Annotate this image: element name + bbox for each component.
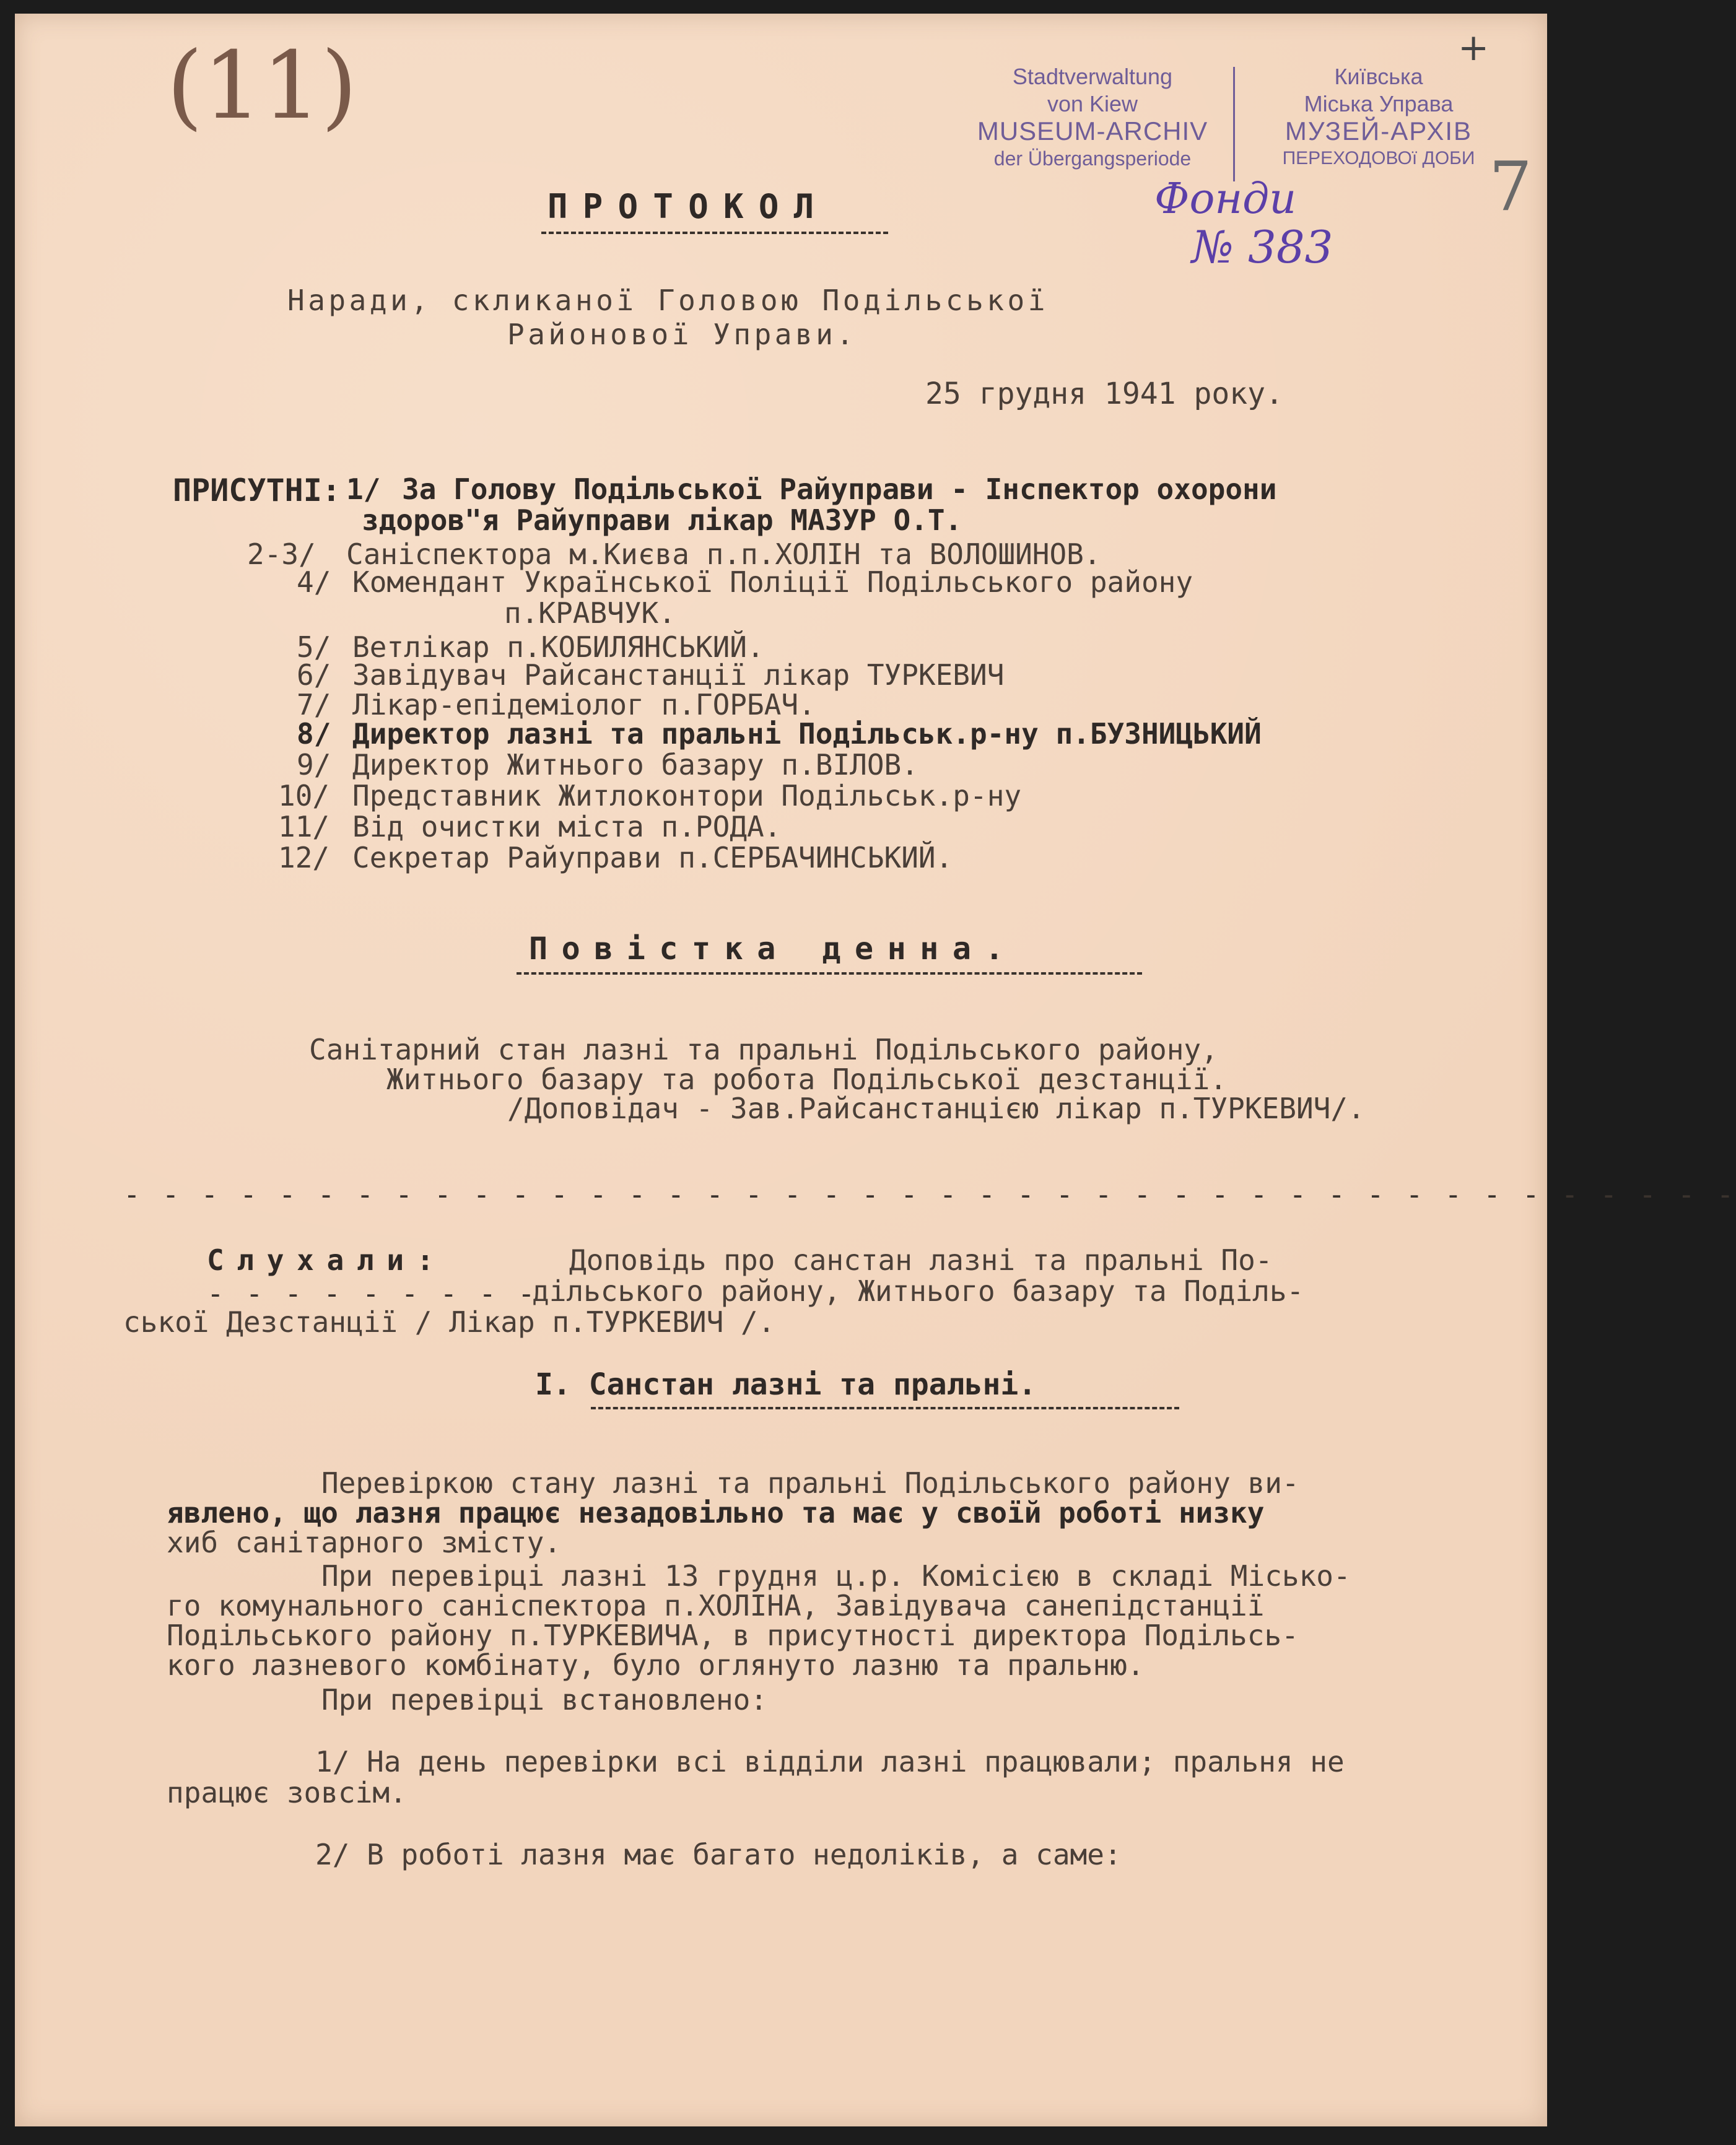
title-underline <box>541 232 888 234</box>
heard-line: ської Дезстанції / Лікар п.ТУРКЕВИЧ /. <box>123 1305 775 1339</box>
archive-stamp <box>956 63 1514 187</box>
present-text: Представник Житлоконтори Подільськ.р-ну <box>352 779 1022 812</box>
present-text: Директор лазні та пральні Подільськ.р-ну п.БУЗНИЦЬКИЙ <box>352 717 1262 751</box>
present-text: Комендант Української Поліції Подільського району <box>352 565 1193 599</box>
heard-line: Доповідь про санстан лазні та пральні По- <box>569 1243 1273 1277</box>
body-line: Подільського району п.ТУРКЕВИЧА, в присутності директора Подільсь- <box>167 1619 1299 1652</box>
body-line: 1/ На день перевірки всі відділи лазні працювали; пральня не <box>315 1745 1345 1778</box>
present-num: 6/ <box>297 658 331 692</box>
document-page <box>15 14 1736 2126</box>
document-title: ПРОТОКОЛ <box>547 187 829 226</box>
subtitle-line-2: Районової Управи. <box>507 318 857 351</box>
heard-label: Слухали: <box>207 1243 447 1277</box>
present-text: Директор Житнього базару п.ВІЛОВ. <box>352 748 918 781</box>
fond-number: № 383 <box>1192 221 1333 273</box>
present-text: Лікар-епідеміолог п.ГОРБАЧ. <box>352 688 816 721</box>
present-num: 11/ <box>278 810 330 843</box>
body-line: го комунального саніспектора п.ХОЛІНА, Завідувача санепідстанції <box>167 1589 1265 1622</box>
corner-mark: + <box>1458 26 1490 69</box>
stamp-german <box>956 63 1229 172</box>
heard-dashes: - - - - - - - - - <box>207 1277 538 1310</box>
heard-line: дільського району, Житнього базару та Поділь- <box>532 1274 1304 1308</box>
stamp-line: МУЗЕЙ-АРХІВ <box>1285 116 1473 146</box>
present-text: п.КРАВЧУК. <box>504 596 676 630</box>
body-line: явлено, що лазня працює незадовільно та має у своїй роботі низку <box>167 1496 1265 1529</box>
body-line: Перевіркою стану лазні та пральні Подільського району ви- <box>321 1466 1299 1500</box>
agenda-line: /Доповідач - Зав.Райсанстанцією лікар п.ТУРКЕВИЧ/. <box>507 1092 1365 1125</box>
present-text: Саніспектора м.Києва п.п.ХОЛІН та ВОЛОШИНОВ. <box>346 537 1101 571</box>
side-mark: 7 <box>1489 147 1532 226</box>
stamp-line: der Übergangsperiode <box>993 147 1192 170</box>
body-line: працює зовсім. <box>167 1776 407 1809</box>
present-text: здоров"я Райуправи лікар МАЗУР О.Т. <box>362 503 962 537</box>
body-line: хиб санітарного змісту. <box>167 1526 561 1559</box>
pencil-page-number: (11) <box>167 32 357 140</box>
fond-label: Фонди <box>1154 175 1297 224</box>
stamp-line: MUSEUM-ARCHIV <box>977 116 1208 146</box>
present-text: Секретар Райуправи п.СЕРБАЧИНСЬКИЙ. <box>352 841 953 874</box>
agenda-heading: Повістка денна. <box>529 931 1018 967</box>
present-num: 1/ <box>346 472 381 506</box>
stamp-line: von Kiew <box>1047 91 1138 116</box>
agenda-line: Житнього базару та робота Подільської дезстанції. <box>386 1063 1228 1096</box>
present-num: 12/ <box>278 841 330 874</box>
present-label: ПРИСУТНІ: <box>173 472 341 508</box>
section-heading: І. Санстан лазні та пральні. <box>535 1367 1037 1402</box>
present-num: 4/ <box>297 565 331 599</box>
stamp-line: Київська <box>1334 64 1423 89</box>
body-line: кого лазневого комбінату, було оглянуто лазню та пральню. <box>167 1648 1145 1682</box>
present-num: 7/ <box>297 688 331 721</box>
body-line: При перевірці встановлено: <box>321 1683 768 1716</box>
present-num: 2-3/ <box>247 537 316 571</box>
present-num: 9/ <box>297 748 331 781</box>
agenda-underline <box>517 972 1142 975</box>
body-line: 2/ В роботі лазня має багато недоліків, а саме: <box>315 1838 1122 1871</box>
section-underline <box>591 1407 1179 1409</box>
present-num: 10/ <box>278 779 330 812</box>
stamp-line: Stadtverwaltung <box>1012 64 1173 89</box>
stamp-line: Міська Управа <box>1304 91 1454 116</box>
present-text: Ветлікар п.КОБИЛЯНСЬКИЙ. <box>352 630 764 664</box>
present-text: Від очистки міста п.РОДА. <box>352 810 782 843</box>
agenda-line: Санітарний стан лазні та пральні Подільського району, <box>309 1033 1218 1066</box>
present-num: 5/ <box>297 630 331 664</box>
stamp-ukrainian <box>1242 63 1515 172</box>
present-text: За Голову Подільської Райуправи - Інспектор охорони <box>402 472 1277 506</box>
stamp-divider <box>1233 67 1235 181</box>
body-line: При перевірці лазні 13 грудня ц.р. Комісією в складі Місько- <box>321 1559 1351 1593</box>
stamp-line: ПЕРЕХОДОВОї ДОБИ <box>1282 148 1475 168</box>
subtitle-line-1: Наради, скликаної Головою Подільської <box>287 284 1049 317</box>
present-text: Завідувач Райсанстанції лікар ТУРКЕВИЧ <box>352 658 1005 692</box>
section-separator: - - - - - - - - - - - - - - - - - - - - - - - - - - - - - - - - - - - - - - - - - - <box>123 1178 1736 1211</box>
document-date: 25 грудня 1941 року. <box>925 376 1283 411</box>
present-num: 8/ <box>297 717 331 751</box>
